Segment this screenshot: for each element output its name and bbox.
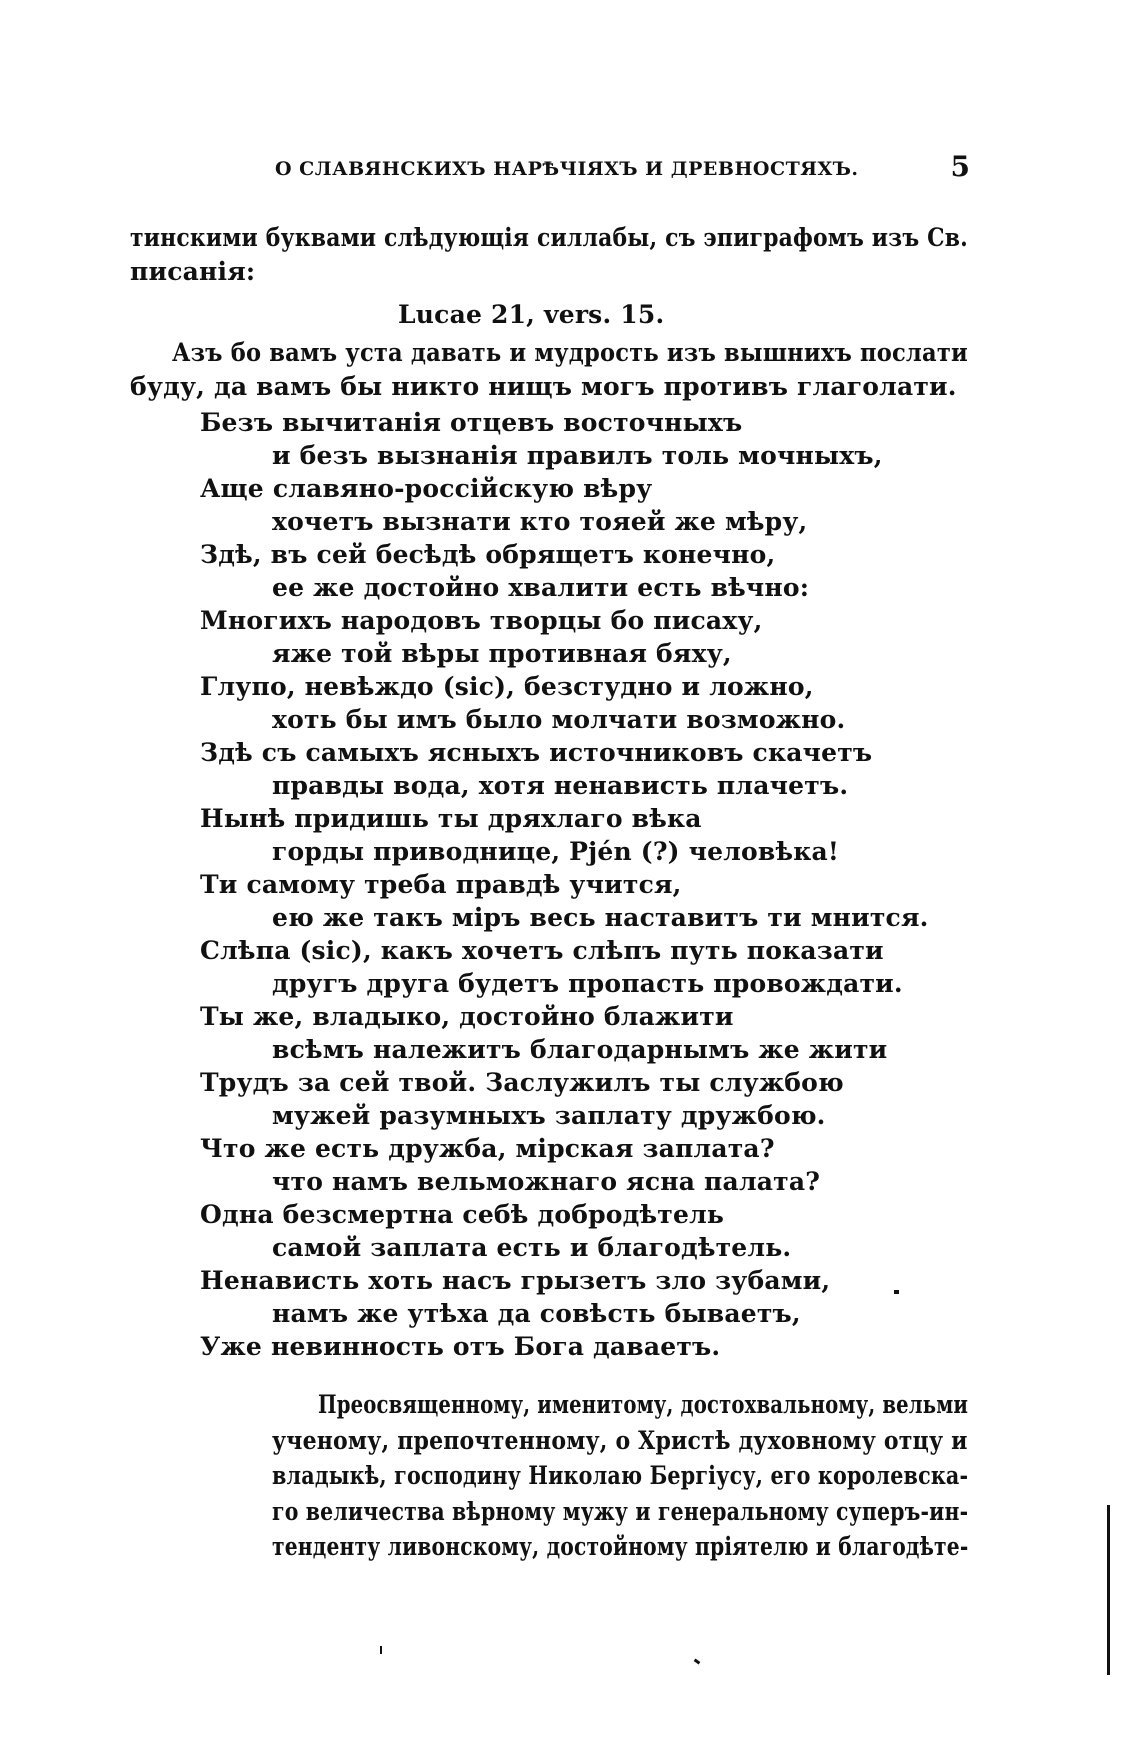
dedication-line: ученому, препочтенному, о Христѣ духовному отцу и <box>272 1426 968 1455</box>
epigraph-line: Азъ бо вамъ уста давать и мудрость изъ вышнихъ послати <box>172 338 968 367</box>
intro-line: тинскими буквами слѣдующія силлабы, съ эпиграфомъ изъ Св. <box>130 223 968 252</box>
poem-line: Ти самому треба правдѣ учится, <box>200 870 682 899</box>
poem-line: Уже невинность отъ Бога даваетъ. <box>200 1332 721 1361</box>
poem-line: Здѣ съ самыхъ ясныхъ источниковъ скачетъ <box>200 738 873 767</box>
poem-line: мужей разумныхъ заплату дружбою. <box>272 1101 826 1130</box>
poem-line: яже той вѣры противная бяху, <box>272 639 732 668</box>
dedication-line: владыкѣ, господину Николаю Бергіусу, его королевска- <box>272 1461 969 1490</box>
dedication-line: тенденту ливонскому, достойному пріятелю и благодѣте- <box>272 1532 969 1561</box>
poem-line: что намъ вельможнаго ясна палата? <box>272 1167 821 1196</box>
poem-line: Ненависть хоть насъ грызетъ зло зубами, <box>200 1266 831 1295</box>
poem-line: Что же есть дружба, мірская заплата? <box>200 1134 775 1163</box>
page-header <box>130 150 970 190</box>
scan-edge-line <box>1107 1505 1110 1675</box>
poem-line: Трудъ за сей твой. Заслужилъ ты службою <box>200 1068 844 1097</box>
poem-line: Многихъ народовъ творцы бо писаху, <box>200 606 763 635</box>
poem-line: хоть бы имъ было молчати возможно. <box>272 705 846 734</box>
poem-line: Глупо, невѣждо (sic), безстудно и ложно, <box>200 672 814 701</box>
poem-line: хочетъ вызнати кто тояей же мѣру, <box>272 507 808 536</box>
dedication-line: Преосвященному, именитому, достохвальному, вельми <box>318 1390 969 1419</box>
poem-line: Ты же, владыко, достойно блажити <box>200 1002 734 1031</box>
poem-line: самой заплата есть и благодѣтель. <box>272 1233 792 1262</box>
scan-speck <box>694 1659 701 1665</box>
poem-line: Аще славяно-россійскую вѣру <box>200 474 653 503</box>
poem-line: и безъ вызнанія правилъ толь мочныхъ, <box>272 441 883 470</box>
poem-line: другъ друга будетъ пропасть провождати. <box>272 969 903 998</box>
poem-line: Слѣпа (sic), какъ хочетъ слѣпъ путь показати <box>200 936 884 965</box>
dedication-line: го величества вѣрному мужу и генеральному суперъ-ин- <box>272 1497 969 1526</box>
page-number: 5 <box>950 150 970 183</box>
poem-line: ею же такъ міръ весь наставитъ ти мнится. <box>272 903 929 932</box>
scan-speck <box>894 1290 899 1294</box>
poem-line: Одна безсмертна себѣ добродѣтель <box>200 1200 725 1229</box>
scan-speck <box>380 1646 382 1654</box>
poem-line: Нынѣ придишь ты дряхлаго вѣка <box>200 804 702 833</box>
running-head: О СЛАВЯНСКИХЪ НАРѢЧІЯХЪ И ДРЕВНОСТЯХЪ. <box>275 158 859 180</box>
poem-line: ее же достойно хвалити есть вѣчно: <box>272 573 810 602</box>
poem-line: всѣмъ належитъ благодарнымъ же жити <box>272 1035 888 1064</box>
epigraph-line: буду, да вамъ бы никто нищъ могъ противъ глаголати. <box>130 372 957 401</box>
poem-line: намъ же утѣха да совѣсть бываетъ, <box>272 1299 801 1328</box>
poem-line: Безъ вычитанія отцевъ восточныхъ <box>200 408 743 437</box>
poem-line: Здѣ, въ сей бесѣдѣ обрящетъ конечно, <box>200 540 776 569</box>
poem-line: правды вода, хотя ненависть плачетъ. <box>272 771 849 800</box>
intro-line: писанія: <box>130 257 256 286</box>
epigraph-reference: Lucae 21, vers. 15. <box>398 300 665 329</box>
poem-line: горды приводнице, Pjén (?) человѣка! <box>272 837 840 866</box>
